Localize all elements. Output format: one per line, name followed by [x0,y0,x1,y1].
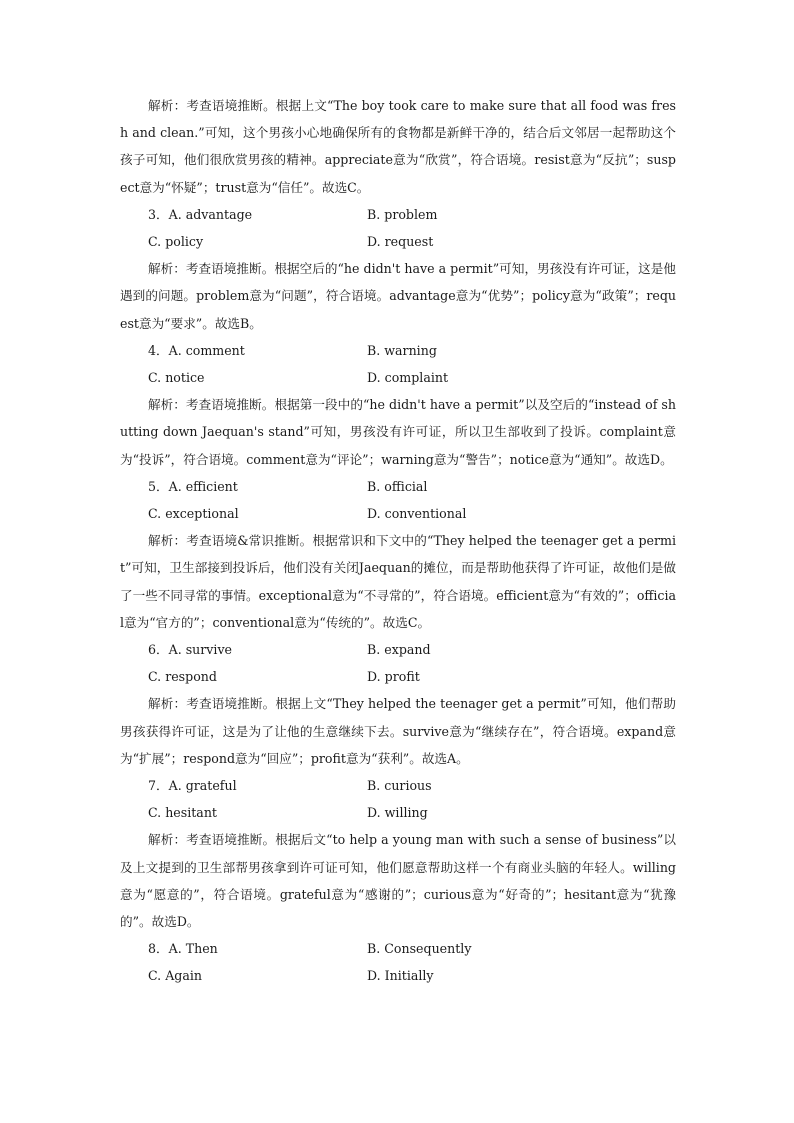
answer-explanations [120,92,676,990]
options-q6 [120,636,676,690]
analysis-paragraph-q2: 解析：考查语境推断。根据上文“The boy took care to make sure that all food was fresh and clean.”可知，这个男孩小心地确保所有的食物都是新鲜干净的，结合后文邻居一起帮助这个孩子可知，他们很欣赏男孩的精神。appreciate意为“欣赏”，符合语境。resist意为“反抗”；suspect意为“怀疑”；trust意为“信任”。故选C。 [120,98,676,195]
option-d: D. request [367,234,434,249]
option-b: B. official [367,478,428,494]
analysis-paragraph-q3: 解析：考查语境推断。根据空后的“he didn't have a permit”可知，男孩没有许可证，这是他遇到的问题。problem意为“问题”，符合语境。advantage意为“优势”；policy意为“政策”；request意为“要求”。故选B。 [120,261,676,331]
options-q8 [120,935,676,989]
option-a: 8．A. Then [148,941,218,957]
option-a: 7．A. grateful [148,777,237,793]
option-a: 4．A. comment [148,342,245,358]
option-a: 3．A. advantage [148,206,253,222]
options-row [120,935,676,962]
option-a: 6．A. survive [148,641,233,657]
options-q3 [120,201,676,255]
option-b: B. problem [367,206,438,222]
option-c: C. notice [148,369,205,385]
option-c: C. exceptional [148,505,239,521]
options-row [120,473,676,500]
option-d: D. conventional [367,505,467,521]
analysis-paragraph-q5: 解析：考查语境&常识推断。根据常识和下文中的“They helped the teenager get a permit”可知，卫生部接到投诉后，他们没有关闭Jaequan的摊位，而是帮助他获得了许可证，故他们是做了一些不同寻常的事情。exceptional意为“不寻常的”，符合语境。efficient意为“有效的”；official意为“官方的”；conventional意为“传统的”。故选C。 [120,533,676,630]
options-row [120,500,676,527]
option-b: B. warning [367,342,437,358]
options-row [120,364,676,391]
options-row [120,337,676,364]
option-d: D. complaint [367,369,449,385]
options-q4 [120,337,676,391]
options-row [120,772,676,799]
options-row [120,228,676,255]
option-b: B. Consequently [367,941,472,957]
option-d: D. willing [367,805,428,821]
option-b: B. expand [367,641,431,657]
analysis-paragraph-q4: 解析：考查语境推断。根据第一段中的“he didn't have a permit”以及空后的“instead of shutting down Jaequan's stand”可知，男孩没有许可证，所以卫生部收到了投诉。complaint意为“投诉”，符合语境。comment意为“评论”；warning意为“警告”；notice意为“通知”。故选D。 [120,397,676,467]
analysis-paragraph-q7: 解析：考查语境推断。根据后文“to help a young man with such a sense of business”以及上文提到的卫生部帮男孩拿到许可证可知，他们愿意帮助这样一个有商业头脑的年轻人。willing意为“愿意的”，符合语境。grateful意为“感谢的”；curious意为“好奇的”；hesitant意为“犹豫的”。故选D。 [120,832,676,929]
options-q5 [120,473,676,527]
options-q7 [120,772,676,826]
options-row [120,799,676,826]
option-d: D. profit [367,669,420,685]
option-d: D. Initially [367,968,434,984]
options-row [120,636,676,663]
option-c: C. policy [148,234,204,249]
options-row [120,201,676,228]
option-c: C. hesitant [148,805,217,821]
option-a: 5．A. efficient [148,478,238,494]
options-row [120,962,676,989]
option-c: C. Again [148,968,202,984]
analysis-paragraph-q6: 解析：考查语境推断。根据上文“They helped the teenager get a permit”可知，他们帮助男孩获得许可证，这是为了让他的生意继续下去。survive意为“继续存在”，符合语境。expand意为“扩展”；respond意为“回应”；profit意为“获利”。故选A。 [120,696,676,766]
option-b: B. curious [367,777,432,793]
options-row [120,663,676,690]
option-c: C. respond [148,669,217,685]
